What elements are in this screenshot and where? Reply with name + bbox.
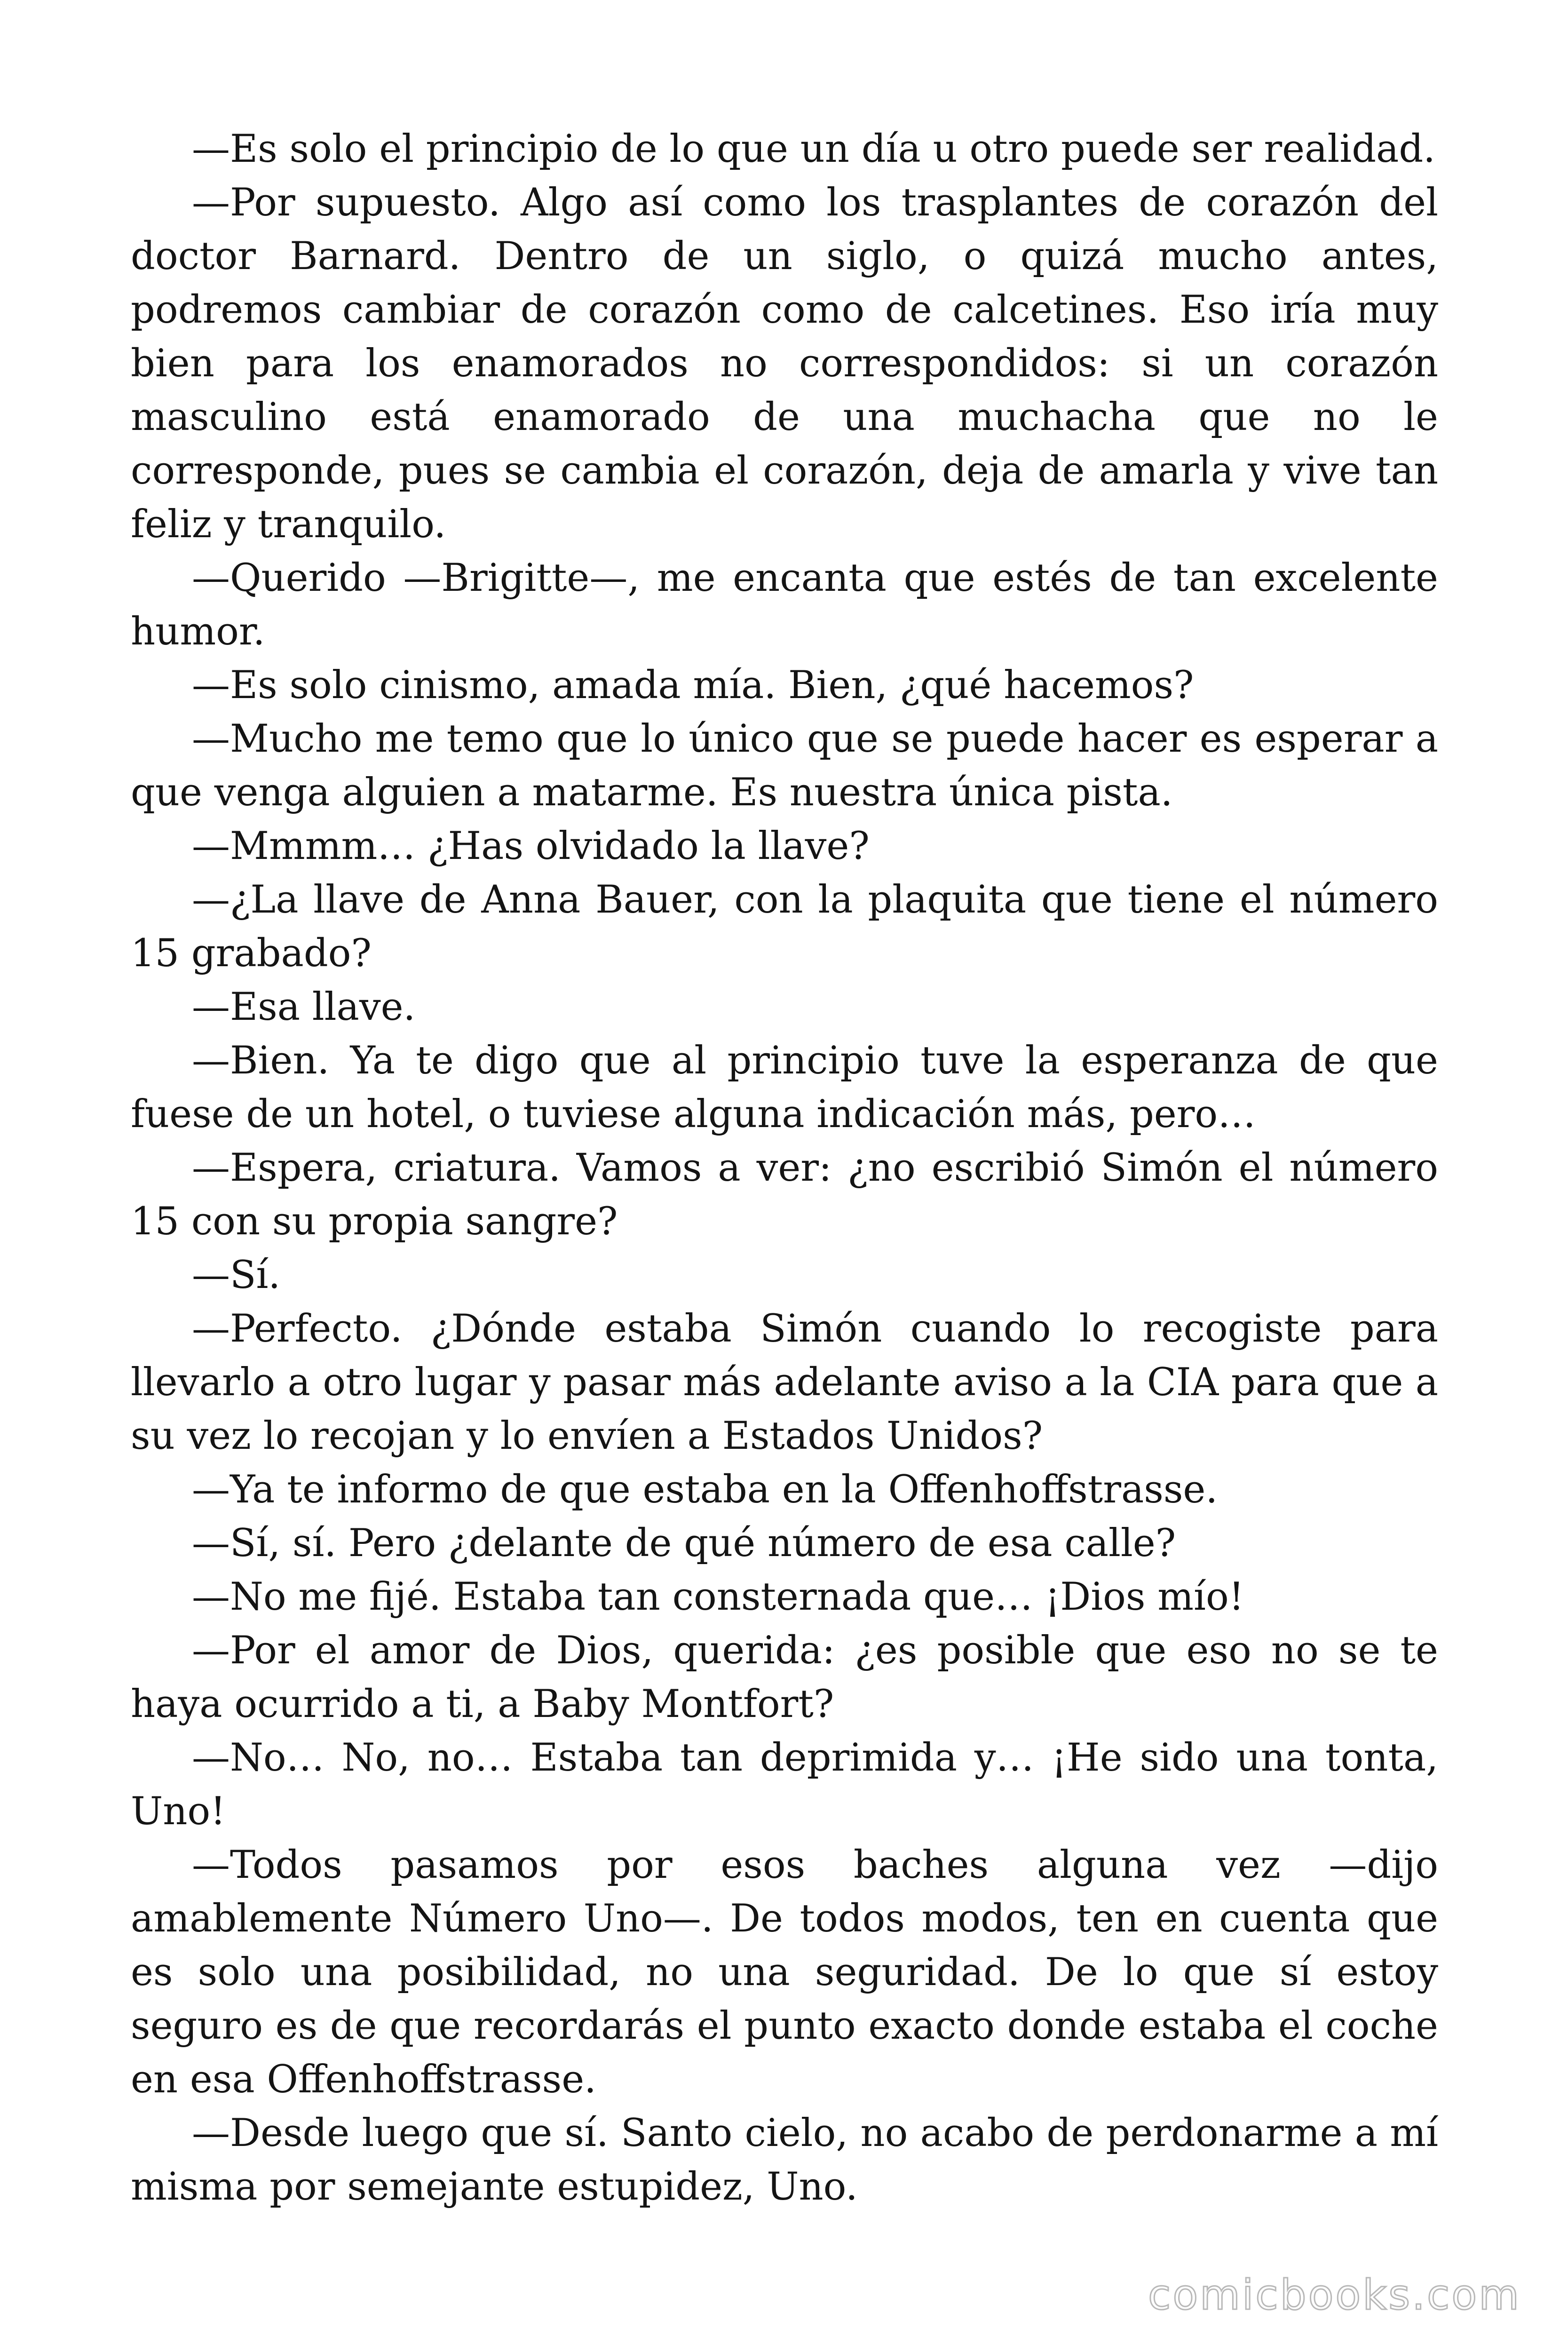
- paragraph: —Esa llave.: [192, 985, 416, 1029]
- watermark: comicbooks.com: [1148, 2271, 1521, 2319]
- paragraph: —Querido —Brigitte—, me encanta que estés de tan excelente humor.: [131, 556, 1438, 654]
- paragraph: —Desde luego que sí. Santo cielo, no acabo de perdonarme a mí misma por semejante estupidez, Uno.: [131, 2111, 1438, 2209]
- paragraph: —Sí.: [192, 1253, 281, 1297]
- paragraph: —No… No, no… Estaba tan deprimida y… ¡He sido una tonta, Uno!: [131, 1736, 1438, 1834]
- paragraph: —Bien. Ya te digo que al principio tuve la esperanza de que fuese de un hotel, o tuviese alguna indicación más, pero…: [131, 1039, 1438, 1136]
- paragraph: —¿La llave de Anna Bauer, con la plaquita que tiene el número 15 grabado?: [131, 878, 1438, 976]
- paragraph: —Perfecto. ¿Dónde estaba Simón cuando lo recogiste para llevarlo a otro lugar y pasar más adelante aviso a la CIA para que a su vez lo recojan y lo envíen a Estados Unidos?: [131, 1307, 1438, 1458]
- paragraph: —Es solo el principio de lo que un día u otro puede ser realidad.: [192, 127, 1435, 171]
- paragraph: —Todos pasamos por esos baches alguna vez —dijo amablemente Número Uno—. De todos modos, ten en cuenta que es solo una posibilidad, no una seguridad. De lo que sí estoy seguro es de que recordarás el punto exacto donde estaba el coche en esa Offenhoffstrasse.: [131, 1843, 1438, 2102]
- paragraph: —Por supuesto. Algo así como los trasplantes de corazón del doctor Barnard. Dentro de un siglo, o quizá mucho antes, podremos cambiar de corazón como de calcetines. Eso iría muy bien para los enamorados no correspondidos: si un corazón masculino está enamorado de una muchacha que no le corresponde, pues se cambia el corazón, deja de amarla y vive tan feliz y tranquilo.: [131, 181, 1438, 547]
- paragraph: —Mucho me temo que lo único que se puede hacer es esperar a que venga alguien a matarme. Es nuestra única pista.: [131, 717, 1438, 815]
- paragraph: —Ya te informo de que estaba en la Offenhoffstrasse.: [192, 1468, 1218, 1512]
- paragraph: —No me fijé. Estaba tan consternada que… ¡Dios mío!: [192, 1575, 1244, 1619]
- paragraph: —Es solo cinismo, amada mía. Bien, ¿qué hacemos?: [192, 663, 1194, 707]
- paragraph: —Sí, sí. Pero ¿delante de qué número de esa calle?: [192, 1521, 1176, 1565]
- paragraph: —Por el amor de Dios, querida: ¿es posible que eso no se te haya ocurrido a ti, a Baby Montfort?: [131, 1629, 1438, 1726]
- paragraph: —Espera, criatura. Vamos a ver: ¿no escribió Simón el número 15 con su propia sangre?: [131, 1146, 1438, 1244]
- paragraph: —Mmmm… ¿Has olvidado la llave?: [192, 824, 870, 868]
- page-body: [131, 122, 1438, 2214]
